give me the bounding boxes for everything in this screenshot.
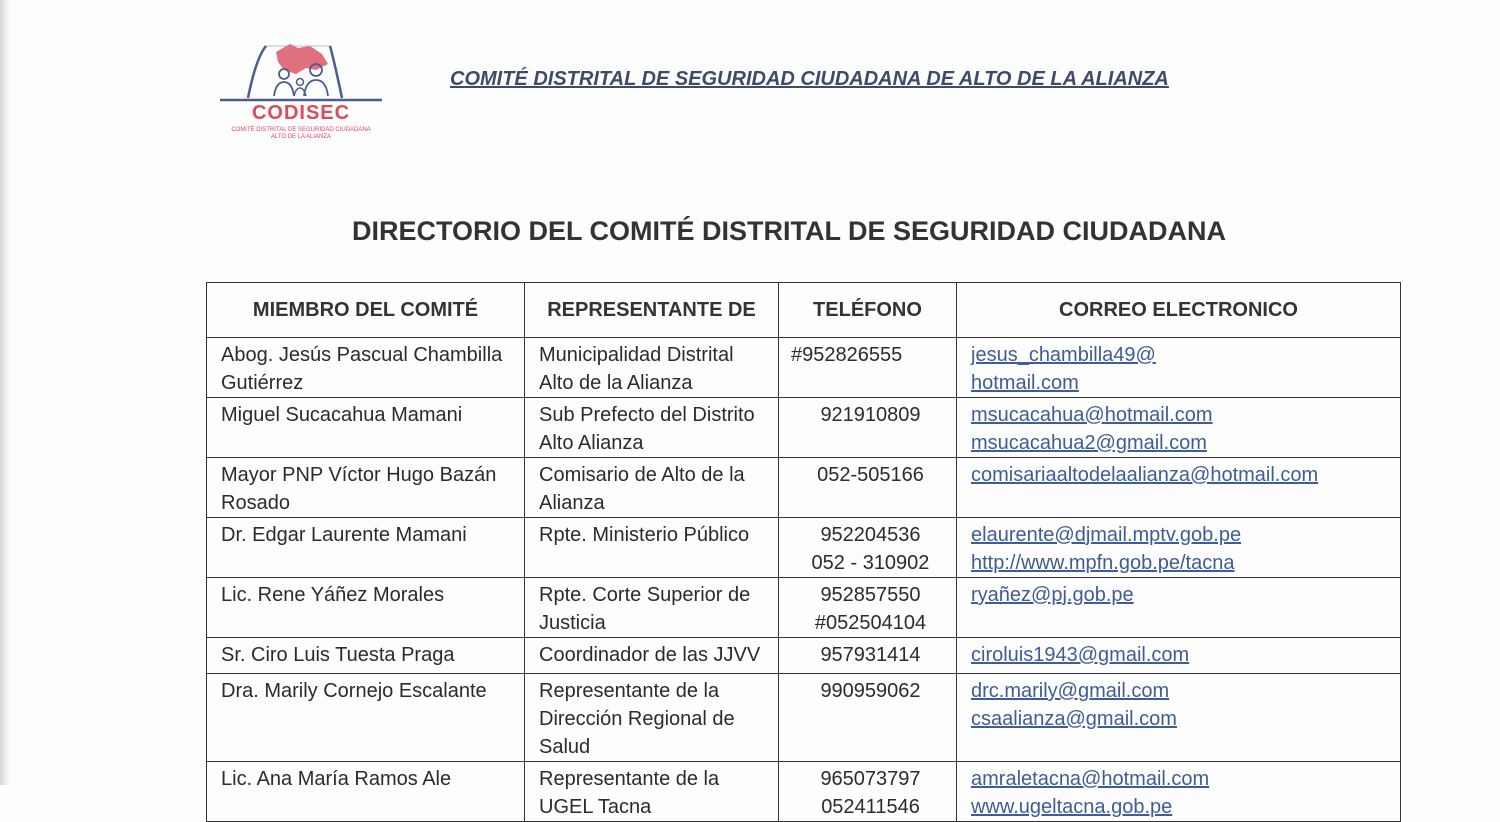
email-cell xyxy=(957,762,1401,822)
email-cell xyxy=(957,638,1401,674)
member-name: Dr. Edgar Laurente Mamani xyxy=(221,524,467,546)
codisec-logo xyxy=(218,40,384,140)
table-row xyxy=(207,398,1401,458)
represents-cell xyxy=(525,638,779,674)
represents-text: Rpte. Ministerio Público xyxy=(539,524,750,546)
email-link[interactable]: msucacahua@hotmail.com xyxy=(971,404,1213,426)
member-name: Sr. Ciro Luis Tuesta Praga xyxy=(221,644,455,666)
represents-text: Representante de la xyxy=(539,680,720,702)
email-cell xyxy=(957,518,1401,578)
email-link[interactable]: msucacahua2@gmail.com xyxy=(971,432,1207,454)
phone-number: 052-505166 xyxy=(817,464,924,486)
represents-cell xyxy=(525,338,779,398)
represents-text: UGEL Tacna xyxy=(539,796,652,818)
phone-number: #052504104 xyxy=(814,612,927,634)
email-link[interactable]: elaurente@djmail.mptv.gob.pe xyxy=(971,524,1242,546)
scan-edge-shadow xyxy=(0,0,10,785)
email-link[interactable]: drc.marily@gmail.com xyxy=(971,680,1170,702)
phone-cell xyxy=(779,638,957,674)
logo-subtitle: COMITÉ DISTRITAL DE SEGURIDAD CIUDADANA xyxy=(231,127,371,133)
represents-text: Sub Prefecto del Distrito xyxy=(539,404,755,426)
phone-number: 952204536 xyxy=(820,524,921,546)
phone-cell xyxy=(779,338,957,398)
represents-text: Representante de la xyxy=(539,768,720,790)
phone-number: #952826555 xyxy=(791,344,903,366)
represents-text: Coordinador de las JJVV xyxy=(539,644,761,666)
member-cell xyxy=(207,518,525,578)
email-cell xyxy=(957,578,1401,638)
column-header-represents: REPRESENTANTE DE xyxy=(525,283,779,338)
column-header-member: MIEMBRO DEL COMITÉ xyxy=(207,283,525,338)
member-name: Miguel Sucacahua Mamani xyxy=(221,404,463,426)
member-cell xyxy=(207,458,525,518)
table-row xyxy=(207,458,1401,518)
table-row xyxy=(207,674,1401,762)
phone-number: 052411546 xyxy=(821,796,920,818)
phone-number: 921910809 xyxy=(820,404,921,426)
member-cell xyxy=(207,638,525,674)
email-link[interactable]: jesus_chambilla49@ xyxy=(971,344,1156,366)
website-link[interactable]: http://www.mpfn.gob.pe/tacna xyxy=(971,552,1235,574)
phone-number: 052 - 310902 xyxy=(811,552,930,574)
represents-cell xyxy=(525,398,779,458)
email-link[interactable]: hotmail.com xyxy=(971,372,1079,394)
phone-number: 990959062 xyxy=(820,680,921,702)
phone-number: 952857550 xyxy=(820,584,921,606)
email-link[interactable]: ryañez@pj.gob.pe xyxy=(971,584,1134,606)
represents-cell xyxy=(525,762,779,822)
website-link[interactable]: www.ugeltacna.gob.pe xyxy=(971,796,1173,818)
member-cell xyxy=(207,762,525,822)
represents-text: Alto Alianza xyxy=(539,432,644,454)
represents-text: Alto de la Alianza xyxy=(539,372,693,394)
phone-cell xyxy=(779,674,957,762)
table-row xyxy=(207,518,1401,578)
email-cell xyxy=(957,398,1401,458)
member-cell xyxy=(207,578,525,638)
table-row xyxy=(207,638,1401,674)
represents-cell xyxy=(525,578,779,638)
represents-cell xyxy=(525,674,779,762)
member-name: Dra. Marily Cornejo Escalante xyxy=(221,680,487,702)
represents-text: Municipalidad Distrital xyxy=(539,344,734,366)
document-title: DIRECTORIO DEL COMITÉ DISTRITAL DE SEGURIDAD CIUDADANA xyxy=(351,216,1227,246)
committee-directory-table xyxy=(206,282,1401,822)
table-row xyxy=(207,762,1401,822)
column-header-phone: TELÉFONO xyxy=(779,283,957,338)
member-name: Abog. Jesús Pascual Chambilla xyxy=(221,344,503,366)
table-row xyxy=(207,338,1401,398)
family-map-emblem xyxy=(218,40,384,104)
phone-cell xyxy=(779,458,957,518)
member-name: Rosado xyxy=(221,492,290,514)
phone-cell xyxy=(779,762,957,822)
email-link[interactable]: comisariaaltodelaalianza@hotmail.com xyxy=(971,464,1319,486)
logo-brand: CODISEC xyxy=(251,102,351,124)
phone-cell xyxy=(779,578,957,638)
member-name: Lic. Rene Yáñez Morales xyxy=(221,584,445,606)
logo-subtitle-location: ALTO DE LA ALIANZA xyxy=(270,134,332,140)
email-link[interactable]: csaalianza@gmail.com xyxy=(971,708,1177,730)
member-cell xyxy=(207,674,525,762)
represents-cell xyxy=(525,518,779,578)
email-link[interactable]: ciroluis1943@gmail.com xyxy=(971,644,1190,666)
member-cell xyxy=(207,398,525,458)
represents-text: Alianza xyxy=(539,492,605,514)
represents-cell xyxy=(525,458,779,518)
table-row xyxy=(207,578,1401,638)
email-cell xyxy=(957,458,1401,518)
member-cell xyxy=(207,338,525,398)
represents-text: Salud xyxy=(539,736,591,758)
letterhead-title: COMITÉ DISTRITAL DE SEGURIDAD CIUDADANA DE ALTO DE LA ALIANZA xyxy=(450,68,1169,90)
represents-text: Comisario de Alto de la xyxy=(539,464,745,486)
member-name: Lic. Ana María Ramos Ale xyxy=(221,768,452,790)
phone-cell xyxy=(779,518,957,578)
phone-number: 965073797 xyxy=(820,768,921,790)
represents-text: Justicia xyxy=(539,612,606,634)
email-link[interactable]: amraletacna@hotmail.com xyxy=(971,768,1210,790)
table-header-row xyxy=(207,283,1401,338)
represents-text: Rpte. Corte Superior de xyxy=(539,584,751,606)
phone-cell xyxy=(779,398,957,458)
member-name: Mayor PNP Víctor Hugo Bazán xyxy=(221,464,497,486)
represents-text: Dirección Regional de xyxy=(539,708,735,730)
email-cell xyxy=(957,338,1401,398)
phone-number: 957931414 xyxy=(820,644,921,666)
column-header-email: CORREO ELECTRONICO xyxy=(957,283,1401,338)
member-name: Gutiérrez xyxy=(221,372,304,394)
email-cell xyxy=(957,674,1401,762)
